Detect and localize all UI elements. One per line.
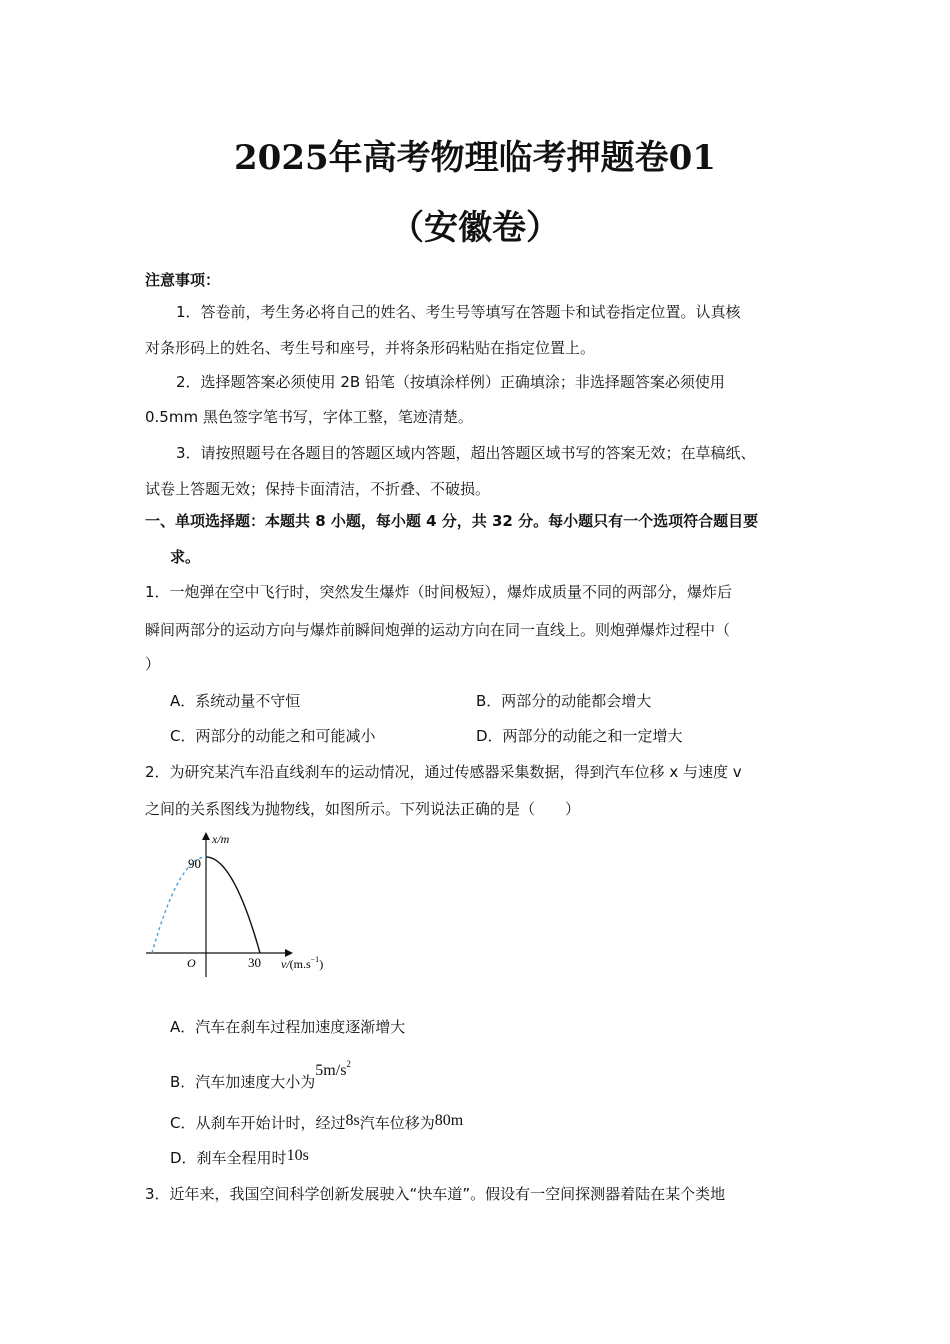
q2-option-c-text2: 汽车位移为 (359, 1114, 435, 1132)
y-axis-label: x/m (212, 832, 230, 846)
exam-subtitle: （安徽卷） (390, 208, 560, 248)
q2-option-c-distance: 80m (434, 1112, 464, 1129)
q2-stem-line2: 之间的关系图线为抛物线，如图所示。下列说法正确的是（ ） (145, 800, 581, 818)
notice-2-line2: 0.5mm 黑色签字笔书写，字体工整，笔迹清楚。 (145, 408, 473, 426)
section-1-heading: 一、单项选择题：本题共 8 小题，每小题 4 分，共 32 分。每小题只有一个选项符合题目要 (145, 512, 759, 530)
x-axis-arrow (202, 832, 210, 840)
q1-option-d: D．两部分的动能之和一定增大 (476, 727, 683, 745)
x-tick-30: 30 (248, 955, 261, 970)
y-tick-90: 90 (188, 856, 201, 871)
q2-option-b-text: B．汽车加速度大小为 (170, 1073, 316, 1091)
section-1-heading-cont: 求。 (170, 548, 201, 566)
x-axis-label (281, 955, 323, 971)
q2-option-d-time: 10s (286, 1147, 309, 1164)
q2-option-b-sup: 2 (346, 1059, 351, 1069)
notice-3-line2: 试卷上答题无效；保持卡面清洁，不折叠、不破损。 (145, 480, 491, 498)
q2-option-d (170, 1148, 309, 1169)
q1-stem-line1: 1．一炮弹在空中飞行时，突然发生爆炸（时间极短），爆炸成质量不同的两部分，爆炸后 (145, 583, 733, 601)
x-axis-unit: (m.s (289, 957, 311, 971)
v-axis-arrow (285, 949, 293, 957)
q2-option-d-text: D．刹车全程用时 (170, 1149, 287, 1167)
q2-option-c (170, 1113, 463, 1134)
origin-label: O (187, 956, 196, 970)
q2-option-b (170, 1059, 351, 1093)
q3-stem-line1: 3．近年来，我国空间科学创新发展驶入“快车道”。假设有一空间探测器着陆在某个类地 (145, 1185, 726, 1203)
notice-heading: 注意事项： (145, 271, 221, 289)
dashed-parabola-branch (152, 857, 206, 953)
q2-option-b-math: 5m/s (315, 1062, 347, 1079)
x-v-graph (140, 825, 350, 985)
q2-stem-line1: 2．为研究某汽车沿直线刹车的运动情况，通过传感器采集数据，得到汽车位移 x 与速度 v (145, 763, 742, 781)
notice-1-line2: 对条形码上的姓名、考生号和座号，并将条形码粘贴在指定位置上。 (145, 339, 596, 357)
q1-stem-line3: ） (145, 655, 161, 673)
q1-option-a: A．系统动量不守恒 (170, 692, 301, 710)
q1-option-c: C．两部分的动能之和可能减小 (170, 727, 376, 745)
notice-1-line1: 1．答卷前，考生务必将自己的姓名、考生号等填写在答题卡和试卷指定位置。认真核 (176, 303, 741, 321)
q1-option-b: B．两部分的动能都会增大 (476, 692, 652, 710)
q2-option-c-text1: C．从刹车开始计时，经过 (170, 1114, 346, 1132)
solid-parabola-branch (206, 857, 260, 953)
q1-stem-line2: 瞬间两部分的运动方向与爆炸前瞬间炮弹的运动方向在同一直线上。则炮弹爆炸过程中（ (145, 621, 731, 639)
q2-option-b-value (315, 1059, 351, 1079)
notice-3-line1: 3．请按照题号在各题目的答题区域内答题，超出答题区域书写的答案无效；在草稿纸、 (176, 444, 756, 462)
q2-option-a: A．汽车在刹车过程加速度逐渐增大 (170, 1018, 406, 1036)
x-axis-unit-sup: −1 (310, 955, 320, 964)
notice-2-line1: 2．选择题答案必须使用 2B 铅笔（按填涂样例）正确填涂；非选择题答案必须使用 (176, 373, 725, 391)
x-axis-unit-close: ) (319, 957, 324, 971)
x-axis-variable: v/ (281, 957, 290, 971)
q2-option-c-time: 8s (345, 1112, 360, 1129)
exam-title: 2025年高考物理临考押题卷01 (234, 138, 716, 178)
